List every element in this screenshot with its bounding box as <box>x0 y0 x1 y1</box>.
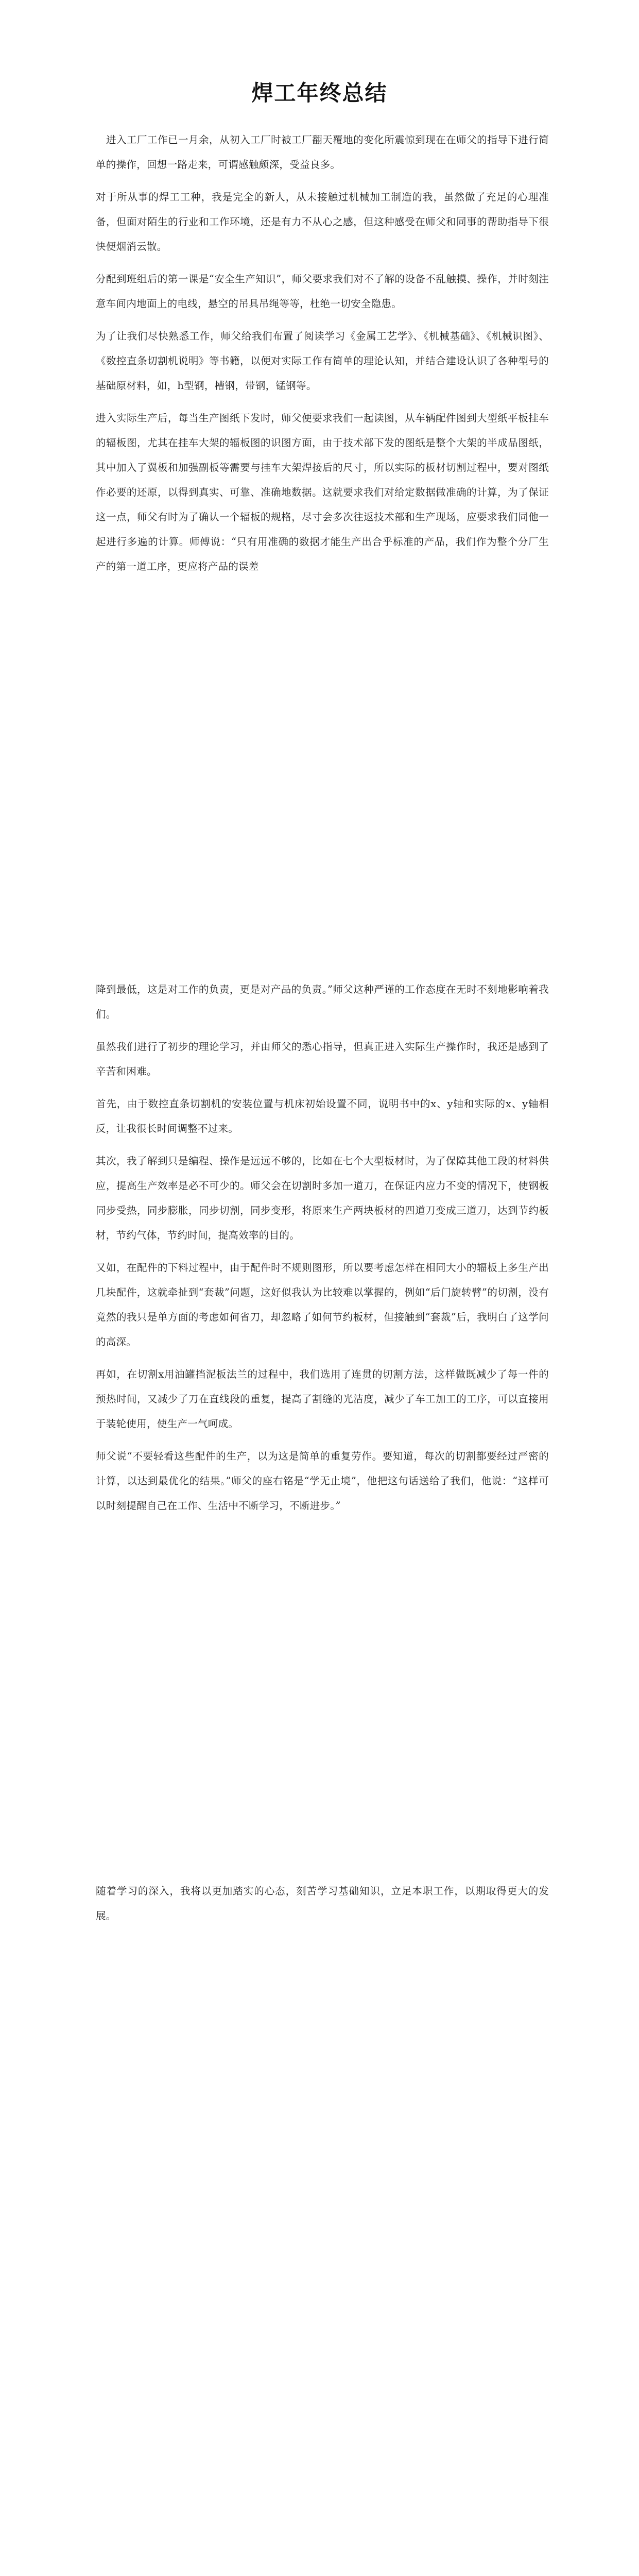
paragraph: 对于所从事的焊工工种，我是完全的新人，从未接触过机械加工制造的我，虽然做了充足的心理准备，但面对陌生的行业和工作环境，还是有力不从心之感，但这种感受在师父和同事的帮助指导下很快便烟消云散。 <box>96 191 549 252</box>
text-block-page-1 <box>96 128 549 587</box>
paragraph: 首先，由于数控直条切割机的安装位置与机床初始设置不同，说明书中的x、y轴和实际的x、y轴相反，让我很长时间调整不过来。 <box>96 1098 549 1134</box>
paragraph: 其次，我了解到只是编程、操作是远远不够的，比如在七个大型板材时，为了保障其他工段的材料供应，提高生产效率是必不可少的。师父会在切割时多加一道刀，在保证内应力不变的情况下，使钢板同步受热，同步膨胀，同步切割，同步变形，将原来生产两块板材的四道刀变成三道刀，达到节约板材，节约气体，节约时间，提高效率的目的。 <box>96 1155 549 1241</box>
text-block-page-3 <box>96 1879 549 1936</box>
paragraph: 进入工厂工作已一月余，从初入工厂时被工厂翻天覆地的变化所震惊到现在在师父的指导下进行简单的操作，回想一路走来，可谓感触颇深，受益良多。 <box>96 134 549 171</box>
document-title: 焊工年终总结 <box>251 80 388 106</box>
paragraph: 又如，在配件的下料过程中，由于配件时不规则图形，所以要考虑怎样在相同大小的辐板上多生产出几块配件，这就牵扯到“套裁”问题，这好似我认为比较难以掌握的，例如“后门旋转臂”的切割，没有竟然的我只是单方面的考虑如何省刀，却忽略了如何节约板材，但接触到“套裁”后，我明白了这学问的高深。 <box>96 1262 549 1348</box>
paragraph: 随着学习的深入，我将以更加踏实的心态，刻苦学习基础知识，立足本职工作，以期取得更大的发展。 <box>96 1885 549 1922</box>
paragraph: 进入实际生产后，每当生产图纸下发时，师父便要求我们一起读图，从车辆配件图到大型纸平板挂车的辐板图，尤其在挂车大架的辐板图的识图方面，由于技术部下发的图纸是整个大架的半成品图纸，其中加入了翼板和加强副板等需要与挂车大架焊接后的尺寸，所以实际的板材切割过程中，要对图纸作必要的还原，以得到真实、可靠、准确地数据。这就要求我们对给定数据做准确的计算，为了保证这一点，师父有时为了确认一个辐板的规格，尽寸会多次往返技术部和生产现场，应要求我们同他一起进行多遍的计算。师傅说：“只有用准确的数据才能生产出合乎标准的产品，我们作为整个分厂生产的第一道工序，更应将产品的误差 <box>96 412 549 572</box>
paragraph: 降到最低，这是对工作的负责，更是对产品的负责。”师父这种严谨的工作态度在无时不刻地影响着我们。 <box>96 984 549 1020</box>
paragraph: 分配到班组后的第一课是“安全生产知识”，师父要求我们对不了解的设备不乱触摸、操作，并时刻注意车间内地面上的电线，悬空的吊具吊绳等等，杜绝一切安全隐患。 <box>96 273 549 310</box>
paragraph: 师父说“不要轻看这些配件的生产，以为这是简单的重复劳作。要知道，每次的切割都要经过严密的计算，以达到最优化的结果。”师父的座右铭是“学无止境”，他把这句话送给了我们，他说：“这样可以时刻提醒自己在工作、生活中不断学习，不断进步。” <box>96 1450 549 1512</box>
text-block-page-2 <box>96 977 549 1526</box>
paragraph: 为了让我们尽快熟悉工作，师父给我们布置了阅读学习《金属工艺学》、《机械基础》、《机械识图》、《数控直条切割机说明》等书籍，以便对实际工作有简单的理论认知，并结合建设认识了各种型号的基础原材料，如，h型钢，槽钢，带钢，锰钢等。 <box>96 330 549 392</box>
paragraph: 虽然我们进行了初步的理论学习，并由师父的悉心指导，但真正进入实际生产操作时，我还是感到了辛苦和困难。 <box>96 1041 549 1077</box>
paragraph: 再如，在切割x用油罐挡泥板法兰的过程中，我们选用了连贯的切割方法，这样做既减少了每一件的预热时间，又减少了刀在直线段的重复，提高了割缝的光洁度，减少了车工加工的工序，可以直接用于装轮使用，使生产一气呵成。 <box>96 1368 549 1430</box>
